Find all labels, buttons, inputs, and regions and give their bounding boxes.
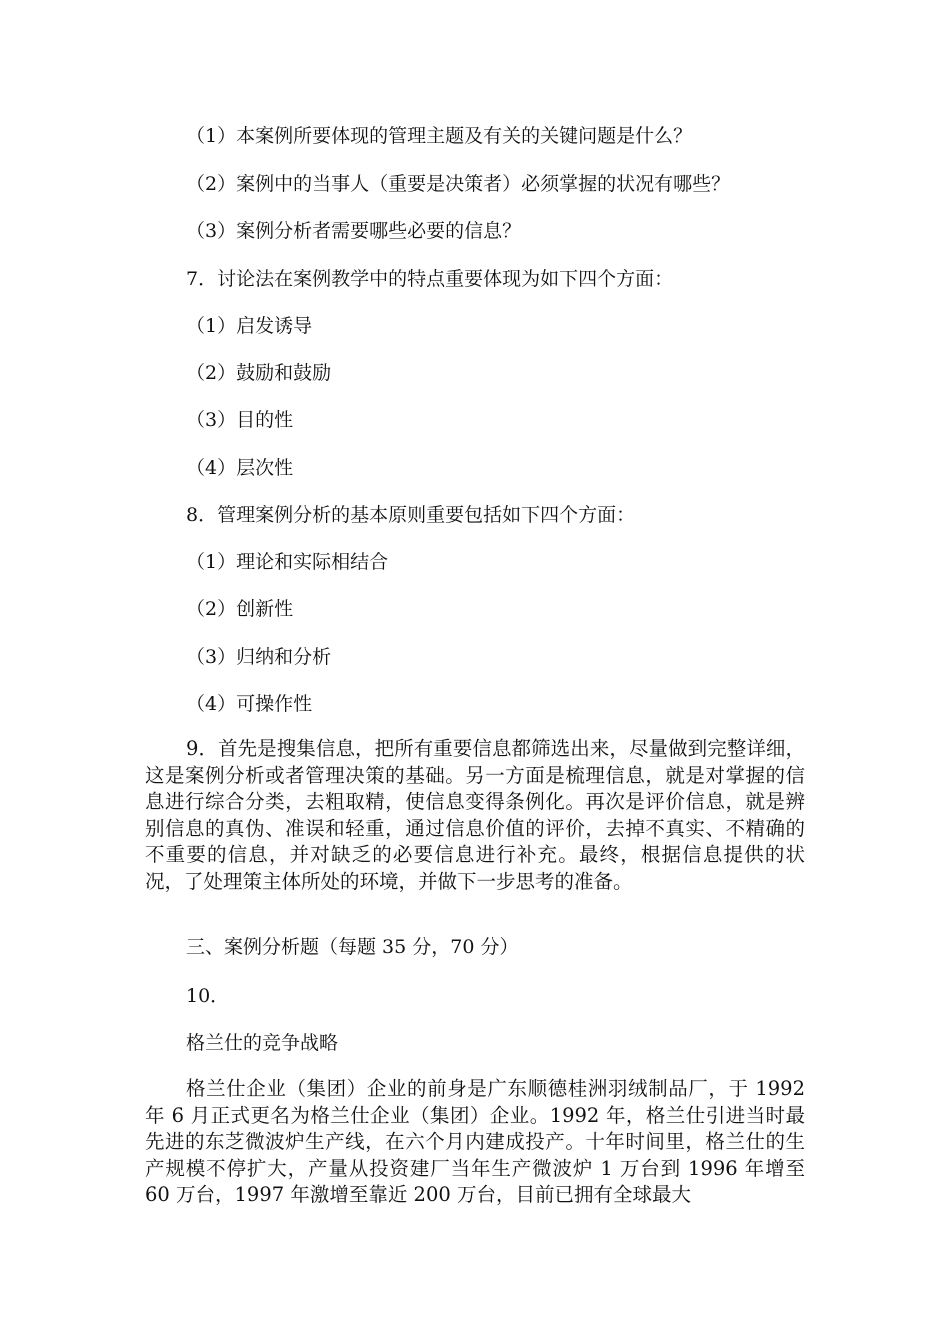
- section-7-heading: 7．讨论法在案例教学中的特点重要体现为如下四个方面：: [186, 268, 674, 290]
- answer-9-paragraph: 9．首先是搜集信息，把所有重要信息都筛选出来，尽量做到完整详细，这是案例分析或者管理决策的基础。另一方面是梳理信息，就是对掌握的信息进行综合分类，去粗取精，使信息变得条例化。再次是评价信息，就是辨别信息的真伪、准误和轻重，通过信息价值的评价，去掉不真实、不精确的不重要的信息，并对缺乏的必要信息进行补充。最终，根据信息提供的状况，了处理策主体所处的环境，并做下一步思考的准备。: [145, 737, 805, 893]
- question-10-number: 10．: [186, 985, 230, 1007]
- section-7-item: （1）启发诱导: [186, 315, 313, 337]
- section-8-heading: 8．管理案例分析的基本原则重要包括如下四个方面：: [186, 504, 636, 526]
- section-8-item: （1）理论和实际相结合: [186, 551, 389, 573]
- section-8-item: （2）创新性: [186, 598, 294, 620]
- section-3-heading: 三、案例分析题（每题 35 分，70 分）: [186, 936, 519, 958]
- section-7-item: （3）目的性: [186, 409, 294, 431]
- question-2: （2）案例中的当事人（重要是决策者）必须掌握的状况有哪些？: [186, 173, 731, 195]
- case-title: 格兰仕的竞争战略: [186, 1032, 339, 1054]
- question-1: （1）本案例所要体现的管理主题及有关的关键问题是什么？: [186, 125, 693, 147]
- section-8-item: （3）归纳和分析: [186, 646, 332, 668]
- section-7-item: （4）层次性: [186, 457, 294, 479]
- section-7-item: （2）鼓励和鼓励: [186, 362, 332, 384]
- section-8-item: （4）可操作性: [186, 693, 313, 715]
- case-paragraph: 格兰仕企业（集团）企业的前身是广东顺德桂洲羽绒制品厂，于 1992 年 6 月正式更名为格兰仕企业（集团）企业。1992 年，格兰仕引进当时最先进的东芝微波炉生产线，在六个月内建成投产。十年时间里，格兰仕的生产规模不停扩大，产量从投资建厂当年生产微波炉 1 万台到 1996 年增至 60 万台，1997 年激增至靠近 200 万台，目前已拥有全球最大: [145, 1077, 805, 1206]
- question-3: （3）案例分析者需要哪些必要的信息？: [186, 220, 522, 242]
